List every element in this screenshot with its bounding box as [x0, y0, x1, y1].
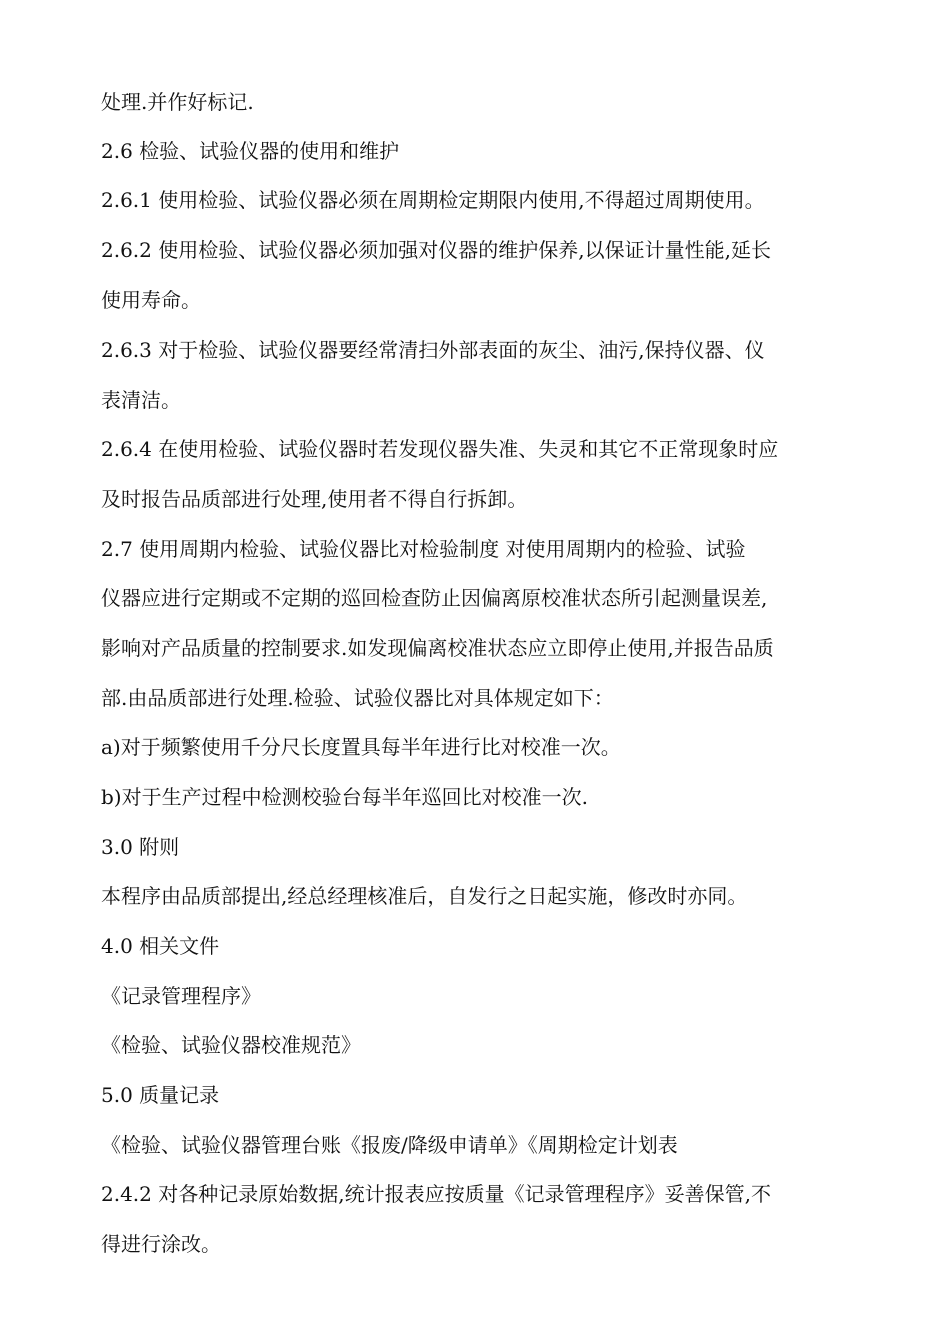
text-line: 本程序由品质部提出,经总经理核准后，自发行之日起实施，修改时亦同。 — [101, 884, 748, 908]
section-heading: 2.6 检验、试验仪器的使用和维护 — [101, 139, 400, 163]
text-line: 仪器应进行定期或不定期的巡回检查防止因偏离原校准状态所引起测量误差, — [101, 586, 768, 610]
text-line: 影响对产品质量的控制要求.如发现偏离校准状态应立即停止使用,并报告品质 — [101, 636, 774, 660]
section-heading: 4.0 相关文件 — [101, 934, 220, 958]
list-item: a)对于频繁使用千分尺长度置具每半年进行比对校准一次。 — [101, 735, 621, 759]
text-line: 得进行涂改。 — [101, 1232, 221, 1256]
text-line: 2.6.2 使用检验、试验仪器必须加强对仪器的维护保养,以保证计量性能,延长 — [101, 238, 771, 262]
text-line: 2.6.4 在使用检验、试验仪器时若发现仪器失准、失灵和其它不正常现象时应 — [101, 437, 779, 461]
text-line: 2.4.2 对各种记录原始数据,统计报表应按质量《记录管理程序》妥善保管,不 — [101, 1182, 771, 1206]
text-line: 表清洁。 — [101, 388, 181, 412]
text-line: 2.6.1 使用检验、试验仪器必须在周期检定期限内使用,不得超过周期使用。 — [101, 188, 765, 212]
list-item: b)对于生产过程中检测校验台每半年巡回比对校准一次. — [101, 785, 588, 809]
text-line: 2.6.3 对于检验、试验仪器要经常清扫外部表面的灰尘、油污,保持仪器、仪 — [101, 338, 765, 362]
list-item: 《检验、试验仪器管理台账《报废/降级申请单》《周期检定计划表 — [101, 1133, 678, 1157]
section-heading: 3.0 附则 — [101, 835, 180, 859]
text-line: 使用寿命。 — [101, 288, 201, 312]
section-heading: 5.0 质量记录 — [101, 1083, 220, 1107]
text-line: 部.由品质部进行处理.检验、试验仪器比对具体规定如下： — [101, 686, 614, 710]
section-heading: 2.7 使用周期内检验、试验仪器比对检验制度 对使用周期内的检验、试验 — [101, 537, 746, 561]
list-item: 《检验、试验仪器校准规范》 — [101, 1033, 361, 1057]
text-line: 及时报告品质部进行处理,使用者不得自行拆卸。 — [101, 487, 528, 511]
list-item: 《记录管理程序》 — [101, 984, 261, 1008]
text-line: 处理.并作好标记. — [101, 90, 254, 114]
